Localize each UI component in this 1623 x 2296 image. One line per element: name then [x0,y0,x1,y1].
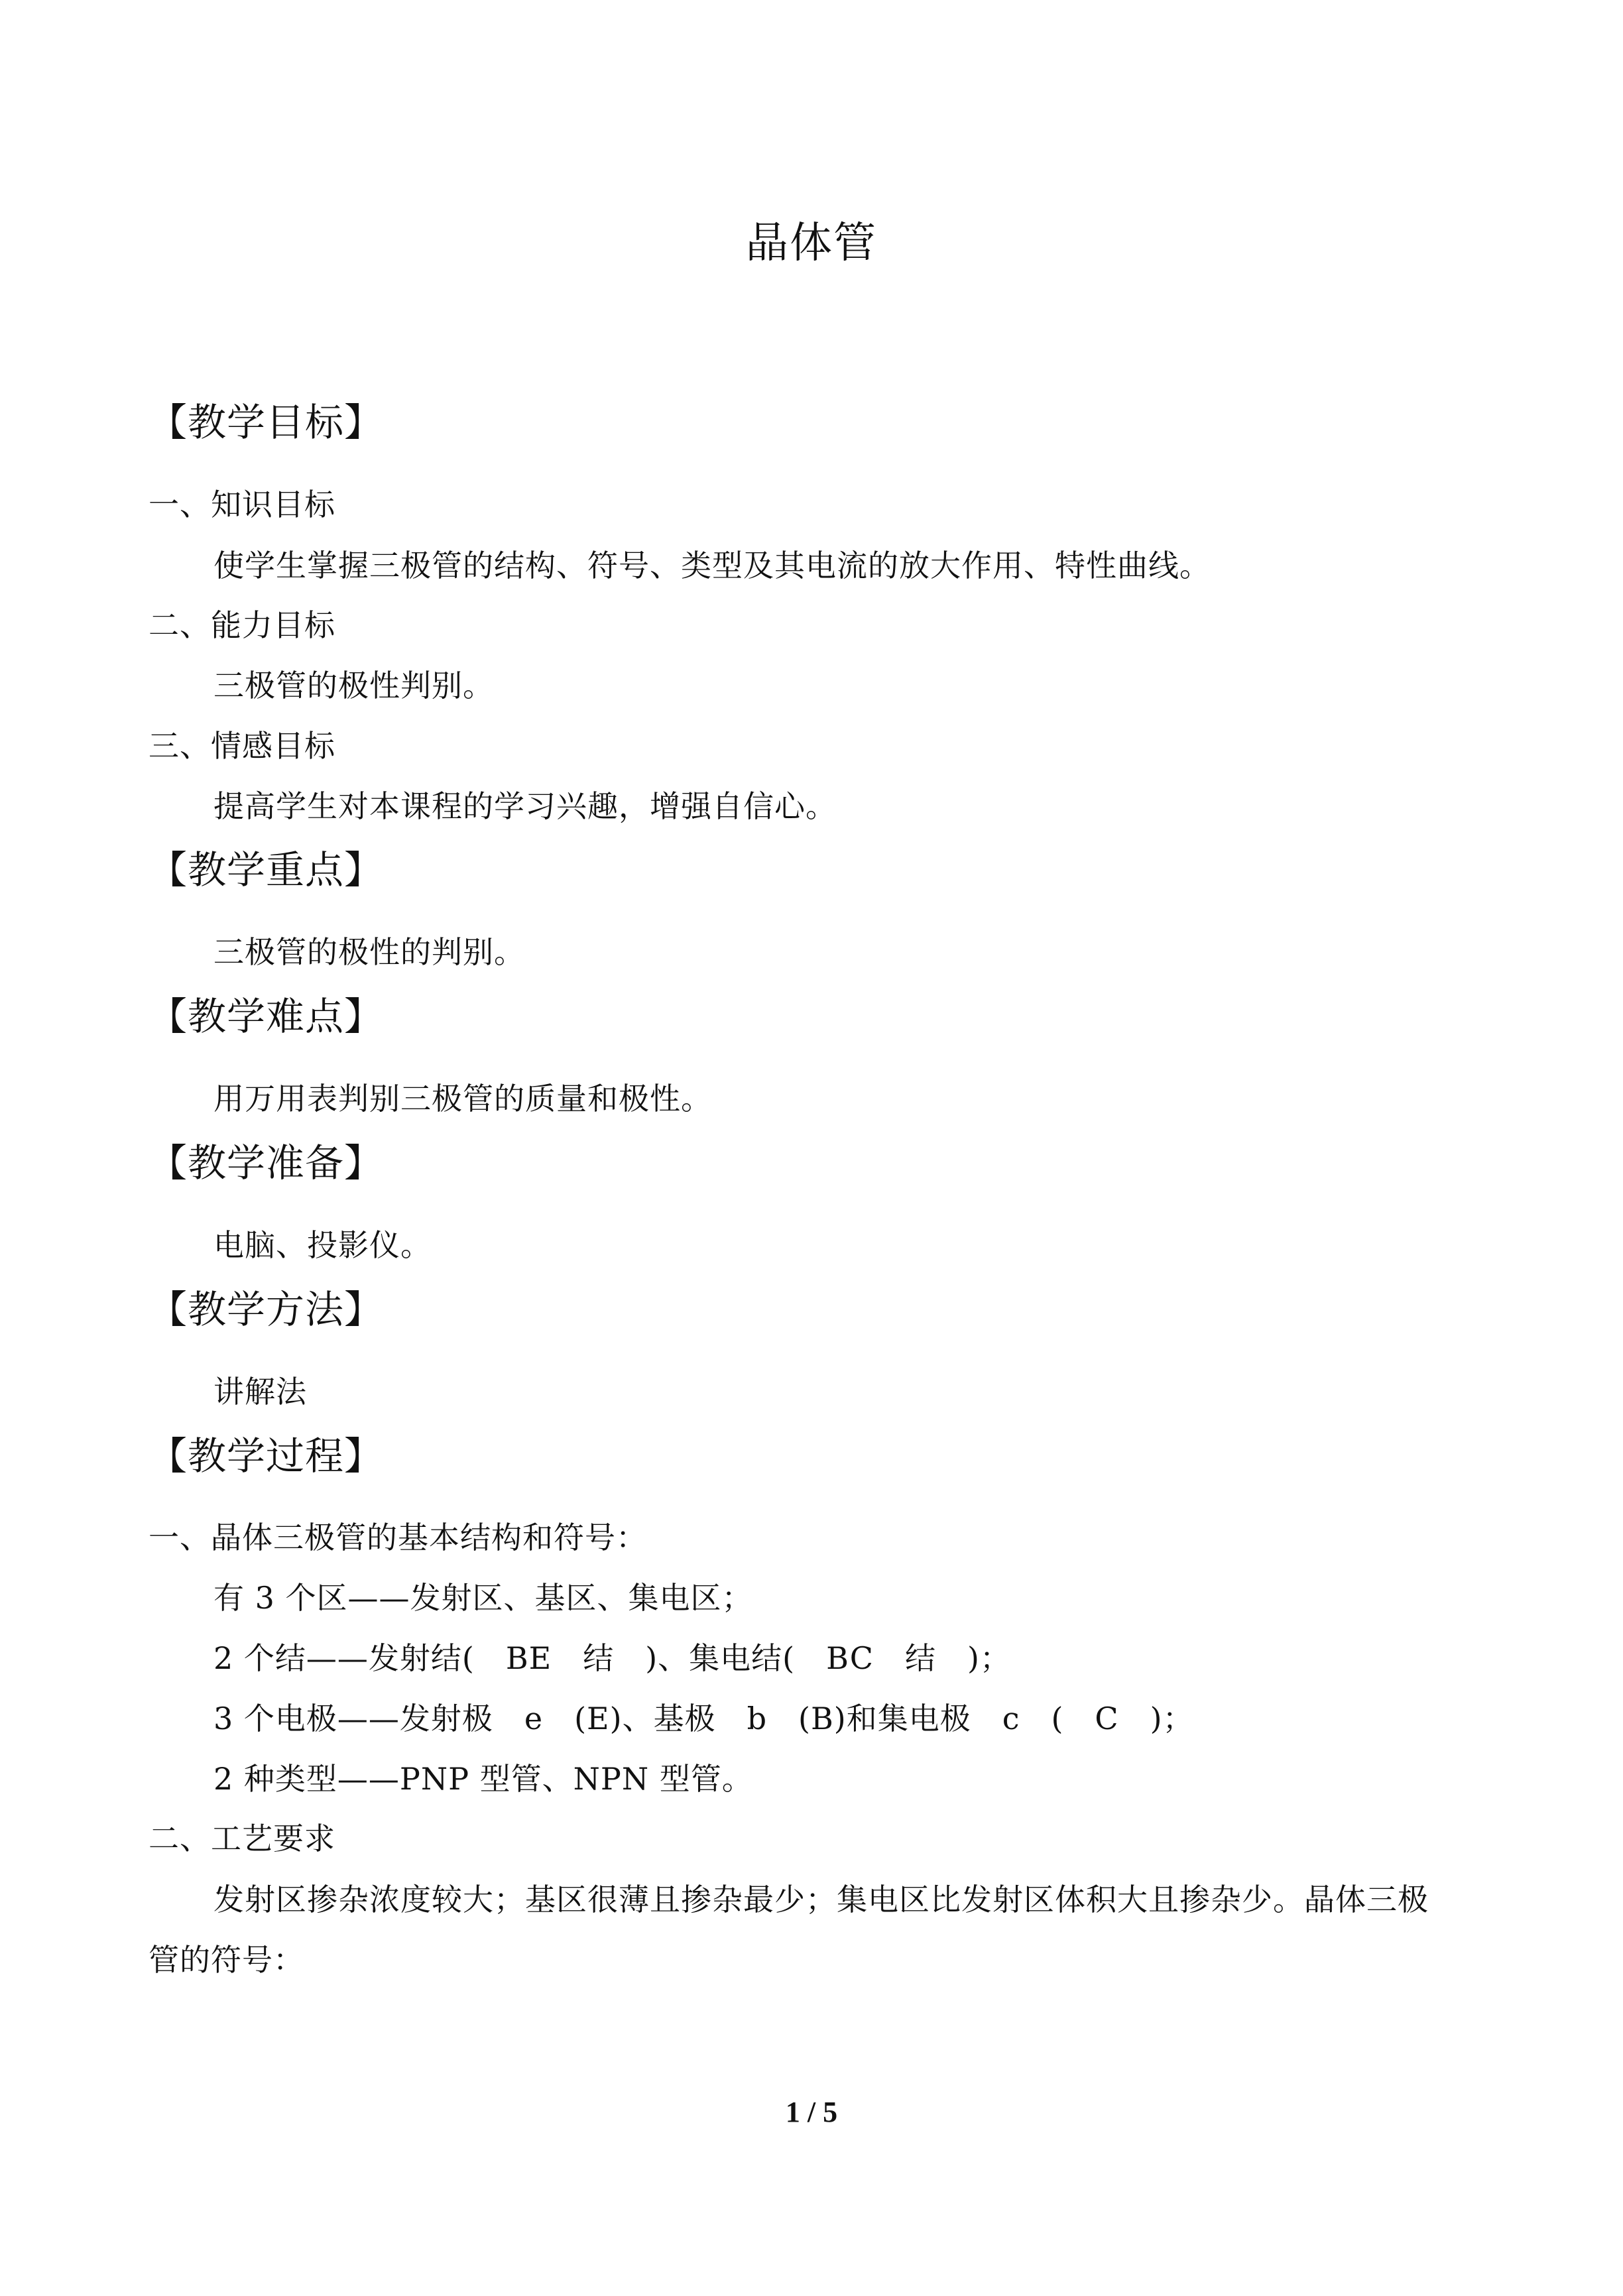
process-requirements-text-continued: 管的符号： [149,1942,304,1978]
structure-line-regions: 有 3 个区——发射区、基区、集电区； [213,1580,753,1616]
section-heading-methods: 【教学方法】 [149,1287,384,1332]
key-points-text: 三极管的极性的判别。 [213,934,525,970]
structure-line-junctions: 2 个结——发射结( BE 结 )、集电结( BC 结 )； [213,1640,1011,1676]
methods-text: 讲解法 [213,1374,307,1410]
subheading-knowledge-objective: 一、知识目标 [149,487,335,522]
difficulties-text: 用万用表判别三极管的质量和极性。 [213,1081,712,1117]
knowledge-objective-text: 使学生掌握三极管的结构、符号、类型及其电流的放大作用、特性曲线。 [213,548,1211,583]
subheading-ability-objective: 二、能力目标 [149,607,335,643]
section-heading-key-points: 【教学重点】 [149,847,384,892]
section-heading-difficulties: 【教学难点】 [149,994,384,1039]
section-heading-process: 【教学过程】 [149,1433,384,1479]
document-title: 晶体管 [746,219,877,268]
subheading-process-requirements: 二、工艺要求 [149,1821,335,1856]
structure-line-electrodes: 3 个电极——发射极 e (E)、基极 b (B)和集电极 c ( C )； [213,1701,1194,1736]
structure-line-types: 2 种类型——PNP 型管、NPN 型管。 [213,1761,753,1797]
subheading-emotional-objective: 三、情感目标 [149,728,335,764]
section-heading-objectives: 【教学目标】 [149,400,384,445]
preparation-text: 电脑、投影仪。 [213,1227,432,1263]
process-requirements-text: 发射区掺杂浓度较大；基区很薄且掺杂最少；集电区比发射区体积大且掺杂少。晶体三极 [213,1882,1429,1917]
section-heading-preparation: 【教学准备】 [149,1140,384,1185]
ability-objective-text: 三极管的极性判别。 [213,668,494,703]
emotional-objective-text: 提高学生对本课程的学习兴趣，增强自信心。 [213,788,837,824]
page-number: 1 / 5 [785,2096,838,2128]
subheading-basic-structure: 一、晶体三极管的基本结构和符号： [149,1520,647,1555]
